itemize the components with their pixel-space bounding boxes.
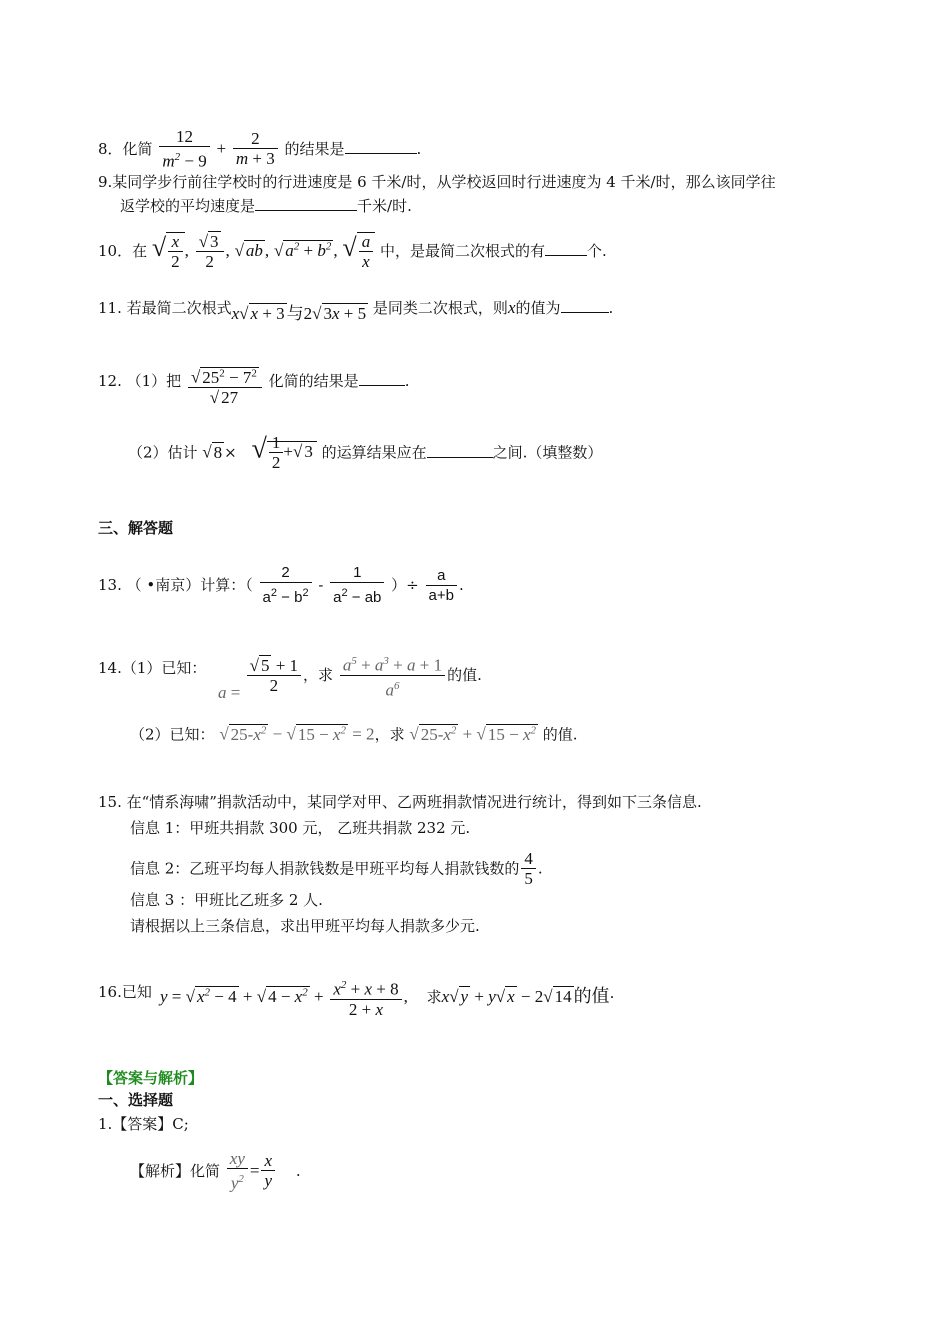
question-13: 13. （ •南京）计算：（ $\frac{2}{a^2 - b^2}$ - $\frac{1}{a^2 - ab}$ ）÷ $\frac{a}{a+b}$ . xyxy=(98,564,464,606)
q9-blank xyxy=(255,196,357,211)
q8-fraction-1: $\frac{12}{m^2 - 9}$ xyxy=(159,128,209,172)
section-3-title: 三、解答题 xyxy=(98,519,174,537)
q8-blank xyxy=(345,139,417,154)
q10-number: 10．在 xyxy=(98,242,148,260)
q12-text: 化简的结果是 xyxy=(268,371,359,390)
q10-sqrt-a-over-x: √ $\frac{a}{x}$ xyxy=(342,232,375,272)
q15-line2: 信息 1：甲班共捐款 300 元， 乙班共捐款 232 元. xyxy=(130,819,471,837)
q14a-given: a = $\frac{√ 5 + 1}{2}$ ，求 $\frac{a^5 + a^3 + a + 1}{a^6}$ 的值. xyxy=(218,652,482,700)
q9-line2 xyxy=(120,196,412,216)
q14b-expression: √ $25-x^2$ + √ $15 - x^2$ xyxy=(409,724,536,744)
q15-fraction: $\frac{4}{5}$ xyxy=(521,850,536,889)
answer-1-explanation: 【解析】化简 $\frac{xy}{y^2}$ = $\frac{x}{y}$ . xyxy=(130,1149,301,1193)
q11-text: 是同类二次根式，则 xyxy=(372,299,508,317)
q11-expr: x√ x + 3 与2√ 3x + 5 xyxy=(231,304,367,323)
q12b-blank xyxy=(427,443,493,458)
q10-text: 中，是最简二次根式的有 xyxy=(379,242,545,260)
q12-blank xyxy=(359,371,405,386)
q10-sqrt-ab: √ ab xyxy=(234,241,263,260)
q11-number: 11. 若最简二次根式 xyxy=(98,299,232,317)
q14b-given: √ $25-x^2$ − √ $15 - x^2 = 2$ xyxy=(219,724,375,744)
q12b-sqrt-half-plus: √ $\frac{1}{2}$ +√ 3 xyxy=(252,434,317,473)
question-11: 11. 若最简二次根式x√ x + 3 与2√ 3x + 5 是同类二次根式，则x的值为 . xyxy=(98,298,614,323)
answer-1: 1.【答案】C; xyxy=(98,1115,189,1133)
q10-sqrt3-over-2: $\frac{√ 3}{2}$ xyxy=(196,233,224,272)
q14a-prefix: 14.（1）已知： xyxy=(98,659,207,677)
q15-line1: 15. 在“情系海啸”捐款活动中，某同学对甲、乙两班捐款情况进行统计，得到如下三条信息. xyxy=(98,793,702,811)
q13-fraction-2: $\frac{1}{a^2 - ab}$ xyxy=(330,564,384,608)
a1-explanation-text: 【解析】化简 xyxy=(130,1161,221,1180)
question-12-part2: （2）估计 √ 8 × √ $\frac{1}{2}$ +√ 3 的运算结果应在 之间.（填整数） xyxy=(128,433,603,472)
q14a-expression: $\frac{a^5 + a^3 + a + 1}{a^6}$ xyxy=(340,652,445,700)
q15-line3: 信息 2：乙班平均每人捐款钱数是甲班平均每人捐款钱数的 $\frac{4}{5}$ . xyxy=(130,849,543,888)
q15-line4: 信息 3 ：甲班比乙班多 2 人. xyxy=(130,891,323,909)
q8-text: 的结果是 xyxy=(284,139,345,158)
q9-line1: 9.某同学步行前往学校时的行进速度是 6 千米/时，从学校返回时行进速度为 4 千米/时，那么该同学往 xyxy=(98,173,776,191)
q16-prefix: 16.已知 xyxy=(98,983,152,1001)
question-14-part1 xyxy=(98,658,206,678)
q12-fraction: $\frac{√ 25^2 - 7^2}{√ 27}$ xyxy=(188,364,262,408)
q15-line5: 请根据以上三条信息，求出甲班平均每人捐款多少元. xyxy=(130,917,480,935)
answers-section-1: 一、选择题 xyxy=(98,1091,174,1109)
q12b-prefix: （2）估计 xyxy=(128,443,198,462)
q9-text: 返学校的平均速度是 xyxy=(120,197,256,215)
a1-fraction-xy-y2: $\frac{xy}{y^2}$ xyxy=(227,1150,248,1194)
a1-fraction-x-y: $\frac{x}{y}$ xyxy=(261,1152,275,1191)
q10-sqrt-a2b2: √ $a^2 + b^2$ xyxy=(273,240,332,260)
q12b-sqrt8: √ 8 xyxy=(202,442,223,462)
q10-blank xyxy=(545,241,587,256)
q12b-text: 的运算结果应在 xyxy=(321,443,427,462)
question-10: 10．在 √ $\frac{x}{2}$ , $\frac{√ 3}{2}$ , √ ab , √ $a^2 + b^2$ , √ $\frac{a}{x}$ 中，是最简二次根式的有 个. xyxy=(98,231,607,271)
q12-number: 12. （1）把 xyxy=(98,371,182,390)
q11-blank xyxy=(561,298,609,313)
question-12-part1: 12. （1）把 $\frac{√ 25^2 - 7^2}{√ 27}$ 化简的结果是 . xyxy=(98,360,409,404)
q13-fraction-1: $\frac{2}{a^2 - b^2}$ xyxy=(260,564,312,608)
q13-fraction-3: $\frac{a}{a+b}$ xyxy=(426,567,457,606)
q8-prefix: 化简 xyxy=(122,139,153,158)
q15-info2: 信息 2：乙班平均每人捐款钱数是甲班平均每人捐款钱数的 xyxy=(130,859,520,878)
q9-unit: 千米/时. xyxy=(357,197,412,215)
question-8: 8．化简 $\frac{12}{m^2 - 9}$ + $\frac{2}{m + 3}$ 的结果是 . xyxy=(98,127,422,171)
answers-title: 【答案与解析】 xyxy=(98,1069,204,1087)
q8-fraction-2: $\frac{2}{m + 3}$ xyxy=(233,130,278,169)
q8-number: 8． xyxy=(98,139,123,158)
q14b-prefix: （2）已知： xyxy=(130,725,215,744)
question-16 xyxy=(98,982,152,1002)
q13-number: 13. （ •南京）计算：（ xyxy=(98,576,253,594)
q10-sqrt-x-over-2: √ $\frac{x}{2}$ xyxy=(152,232,185,272)
q16-equation: y = √ $x^2 - 4$ + √ $4 - x^2$ + $\frac{x^2 + x + 8}{2 + x}$ , 求x√ y + y√ x − 2√ 14 的值· xyxy=(160,976,614,1020)
q16-target: x√ y + y√ x − 2√ 14 xyxy=(441,986,572,1006)
question-14-part2: （2）已知： √ $25-x^2$ − √ $15 - x^2 = 2$，求 √ $25-x^2$ + √ $15 - x^2$ 的值. xyxy=(130,724,578,744)
